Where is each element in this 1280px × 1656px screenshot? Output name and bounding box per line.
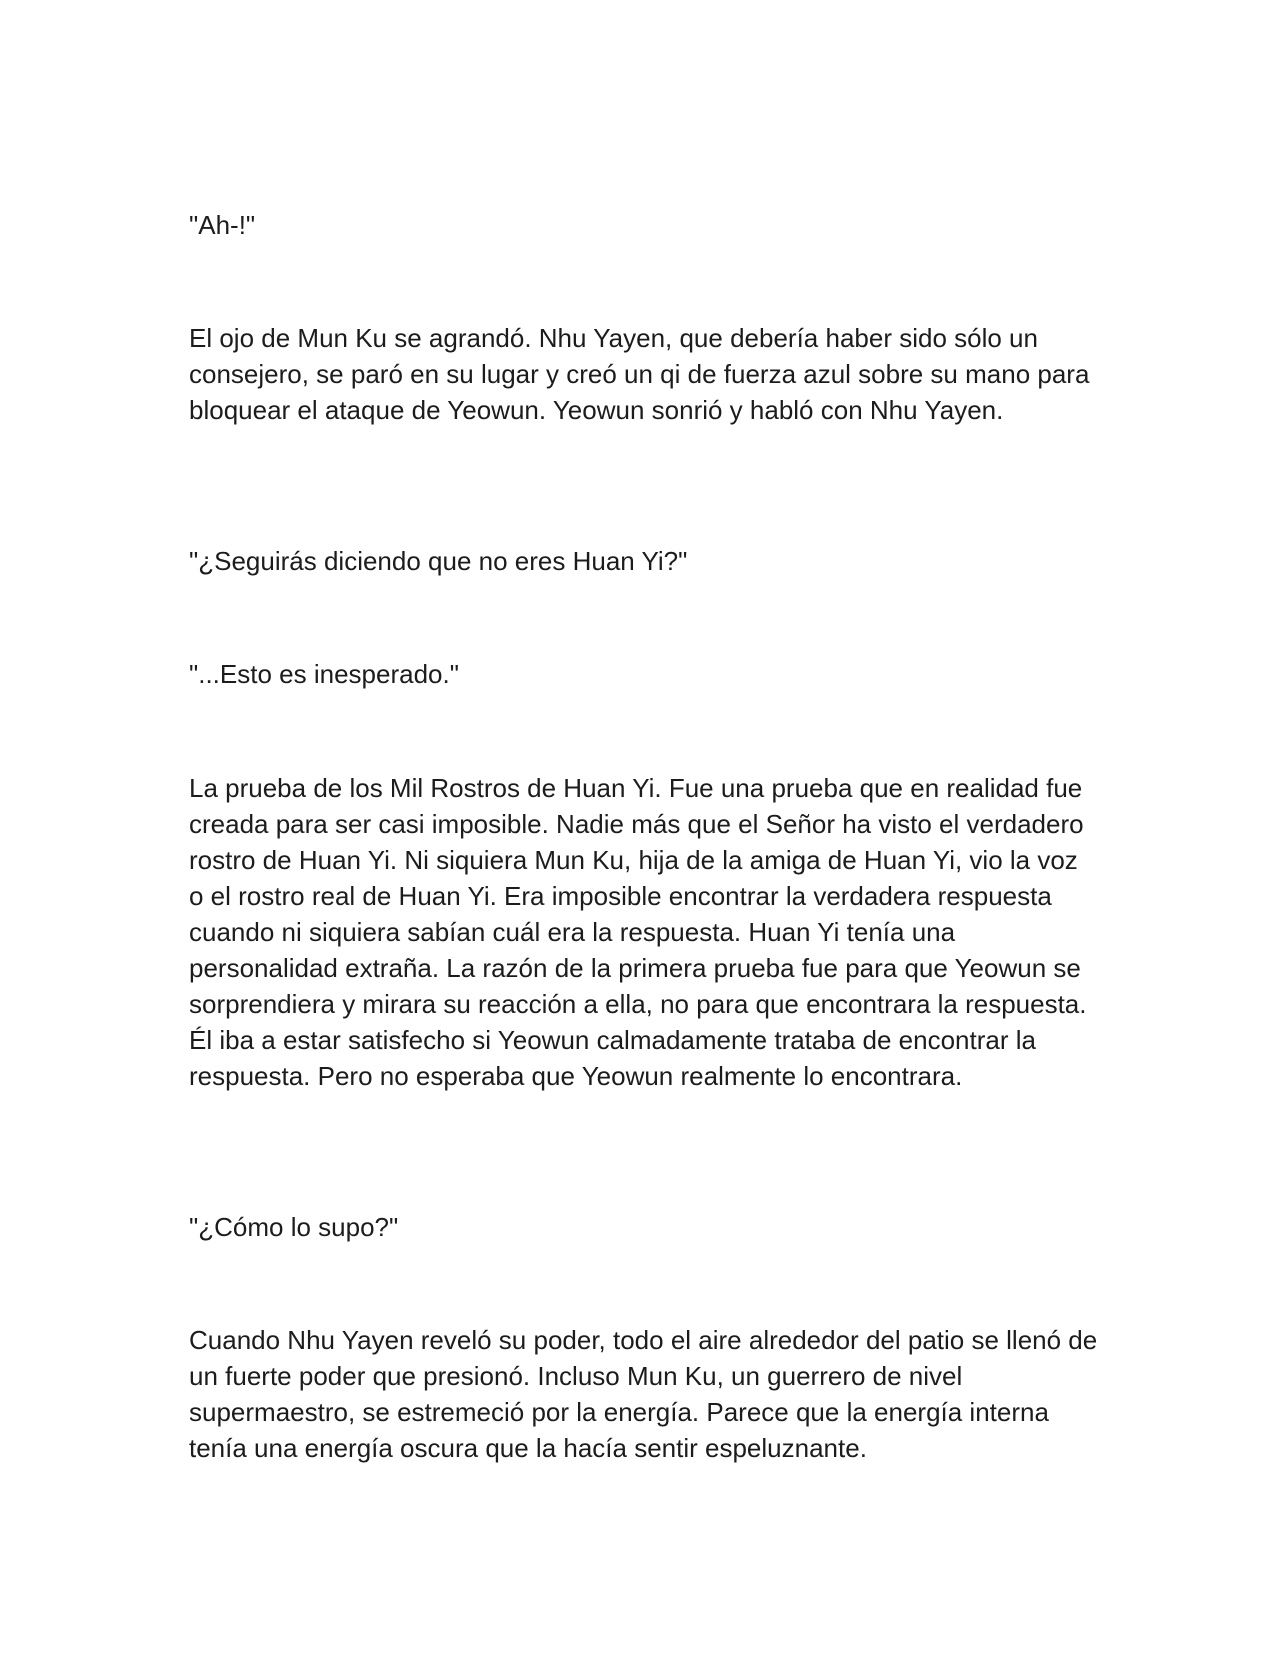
dialogue-paragraph: "¿Seguirás diciendo que no eres Huan Yi?" [189, 546, 688, 576]
narrative-paragraph: La prueba de los Mil Rostros de Huan Yi. Fue una prueba que en realidad fue creada para ser casi imposible. Nadie más que el Señor ha visto el verdadero rostro de Huan Yi. Ni siquiera Mun Ku, hija de la amiga de Huan Yi, vio la voz o el rostro real de Huan Yi. Era imposible encontrar la verdadera respuesta cuando ni siquiera sabían cuál era la respuesta. Huan Yi tenía una personalidad extraña. La razón de la primera prueba fue para que Yeowun se sorprendiera y mirara su reacción a ella, no para que encontrara la respuesta. Él iba a estar satisfecho si Yeowun calmadamente trataba de encontrar la respuesta. Pero no esperaba que Yeowun realmente lo encontrara. [189, 773, 1087, 1091]
dialogue-paragraph: "...Esto es inesperado." [189, 659, 459, 689]
narrative-paragraph: El ojo de Mun Ku se agrandó. Nhu Yayen, que debería haber sido sólo un consejero, se paró en su lugar y creó un qi de fuerza azul sobre su mano para bloquear el ataque de Yeowun. Yeowun sonrió y habló con Nhu Yayen. [189, 323, 1090, 425]
dialogue-paragraph: "Ah-!" [189, 210, 256, 240]
dialogue-paragraph: "¿Cómo lo supo?" [189, 1212, 399, 1242]
narrative-paragraph: Cuando Nhu Yayen reveló su poder, todo el aire alrededor del patio se llenó de un fuerte poder que presionó. Incluso Mun Ku, un guerrero de nivel supermaestro, se estremeció por la energía. Parece que la energía interna tenía una energía oscura que la hacía sentir espeluznante. [189, 1325, 1098, 1463]
